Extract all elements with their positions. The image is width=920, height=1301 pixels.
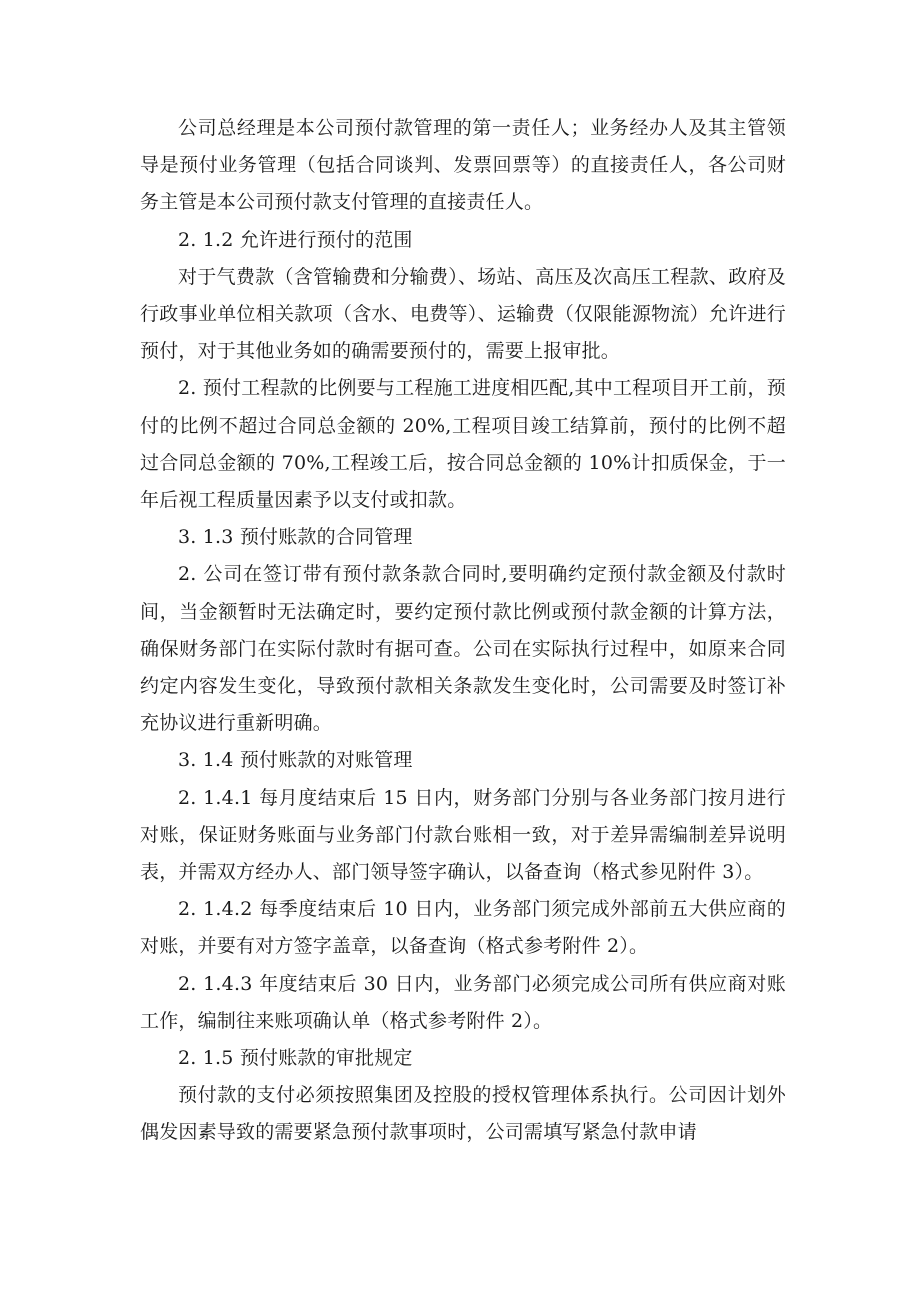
heading-1-3-contract-management: 3. 1.3 预付账款的合同管理 (178, 526, 413, 549)
paragraph-approval: 预付款的支付必须按照集团及控股的授权管理体系执行。公司因计划外偶发因素导致的需要紧急预付款事项时，公司需填写紧急付款申请 (140, 1084, 786, 1144)
document-body (140, 110, 786, 1152)
paragraph-responsibility: 公司总经理是本公司预付款管理的第一责任人；业务经办人及其主管领导是预付业务管理（包括合同谈判、发票回票等）的直接责任人，各公司财务主管是本公司预付款支付管理的直接责任人。 (140, 117, 786, 214)
paragraph-1-4-3-annual: 2. 1.4.3 年度结束后 30 日内，业务部门必须完成公司所有供应商对账工作，编制往来账项确认单（格式参考附件 2）。 (140, 972, 786, 1032)
heading-1-2-prepayment-scope: 2. 1.2 允许进行预付的范围 (178, 228, 413, 251)
paragraph-prepayment-scope: 对于气费款（含管输费和分输费）、场站、高压及次高压工程款、政府及行政事业单位相关款项（含水、电费等）、运输费（仅限能源物流）允许进行预付，对于其他业务如的确需要预付的，需要上报审批。 (140, 265, 786, 363)
paragraph-contract-management: 2. 公司在签订带有预付款条款合同时,要明确约定预付款金额及付款时间，当金额暂时无法确定时，要约定预付款比例或预付款金额的计算方法，确保财务部门在实际付款时有据可查。公司在实际执行过程中，如原来合同约定内容发生变化，导致预付款相关条款发生变化时，公司需要及时签订补充协议进行重新明确。 (140, 563, 786, 735)
heading-1-4-reconciliation: 3. 1.4 预付账款的对账管理 (178, 749, 413, 772)
paragraph-engineering-ratio: 2. 预付工程款的比例要与工程施工进度相匹配,其中工程项目开工前，预付的比例不超过合同总金额的 20%,工程项目竣工结算前，预付的比例不超过合同总金额的 70%,工程竣工后，按合同总金额的 10%计扣质保金，于一年后视工程质量因素予以支付或扣款。 (140, 377, 786, 512)
paragraph-1-4-2-quarterly: 2. 1.4.2 每季度结束后 10 日内，业务部门须完成外部前五大供应商的对账，并要有对方签字盖章，以备查询（格式参考附件 2）。 (140, 898, 786, 958)
paragraph-1-4-1-monthly: 2. 1.4.1 每月度结束后 15 日内，财务部门分别与各业务部门按月进行对账，保证财务账面与业务部门付款台账相一致，对于差异需编制差异说明表，并需双方经办人、部门领导签字确认，以备查询（格式参见附件 3）。 (140, 786, 786, 884)
heading-1-5-approval: 2. 1.5 预付账款的审批规定 (178, 1047, 413, 1070)
